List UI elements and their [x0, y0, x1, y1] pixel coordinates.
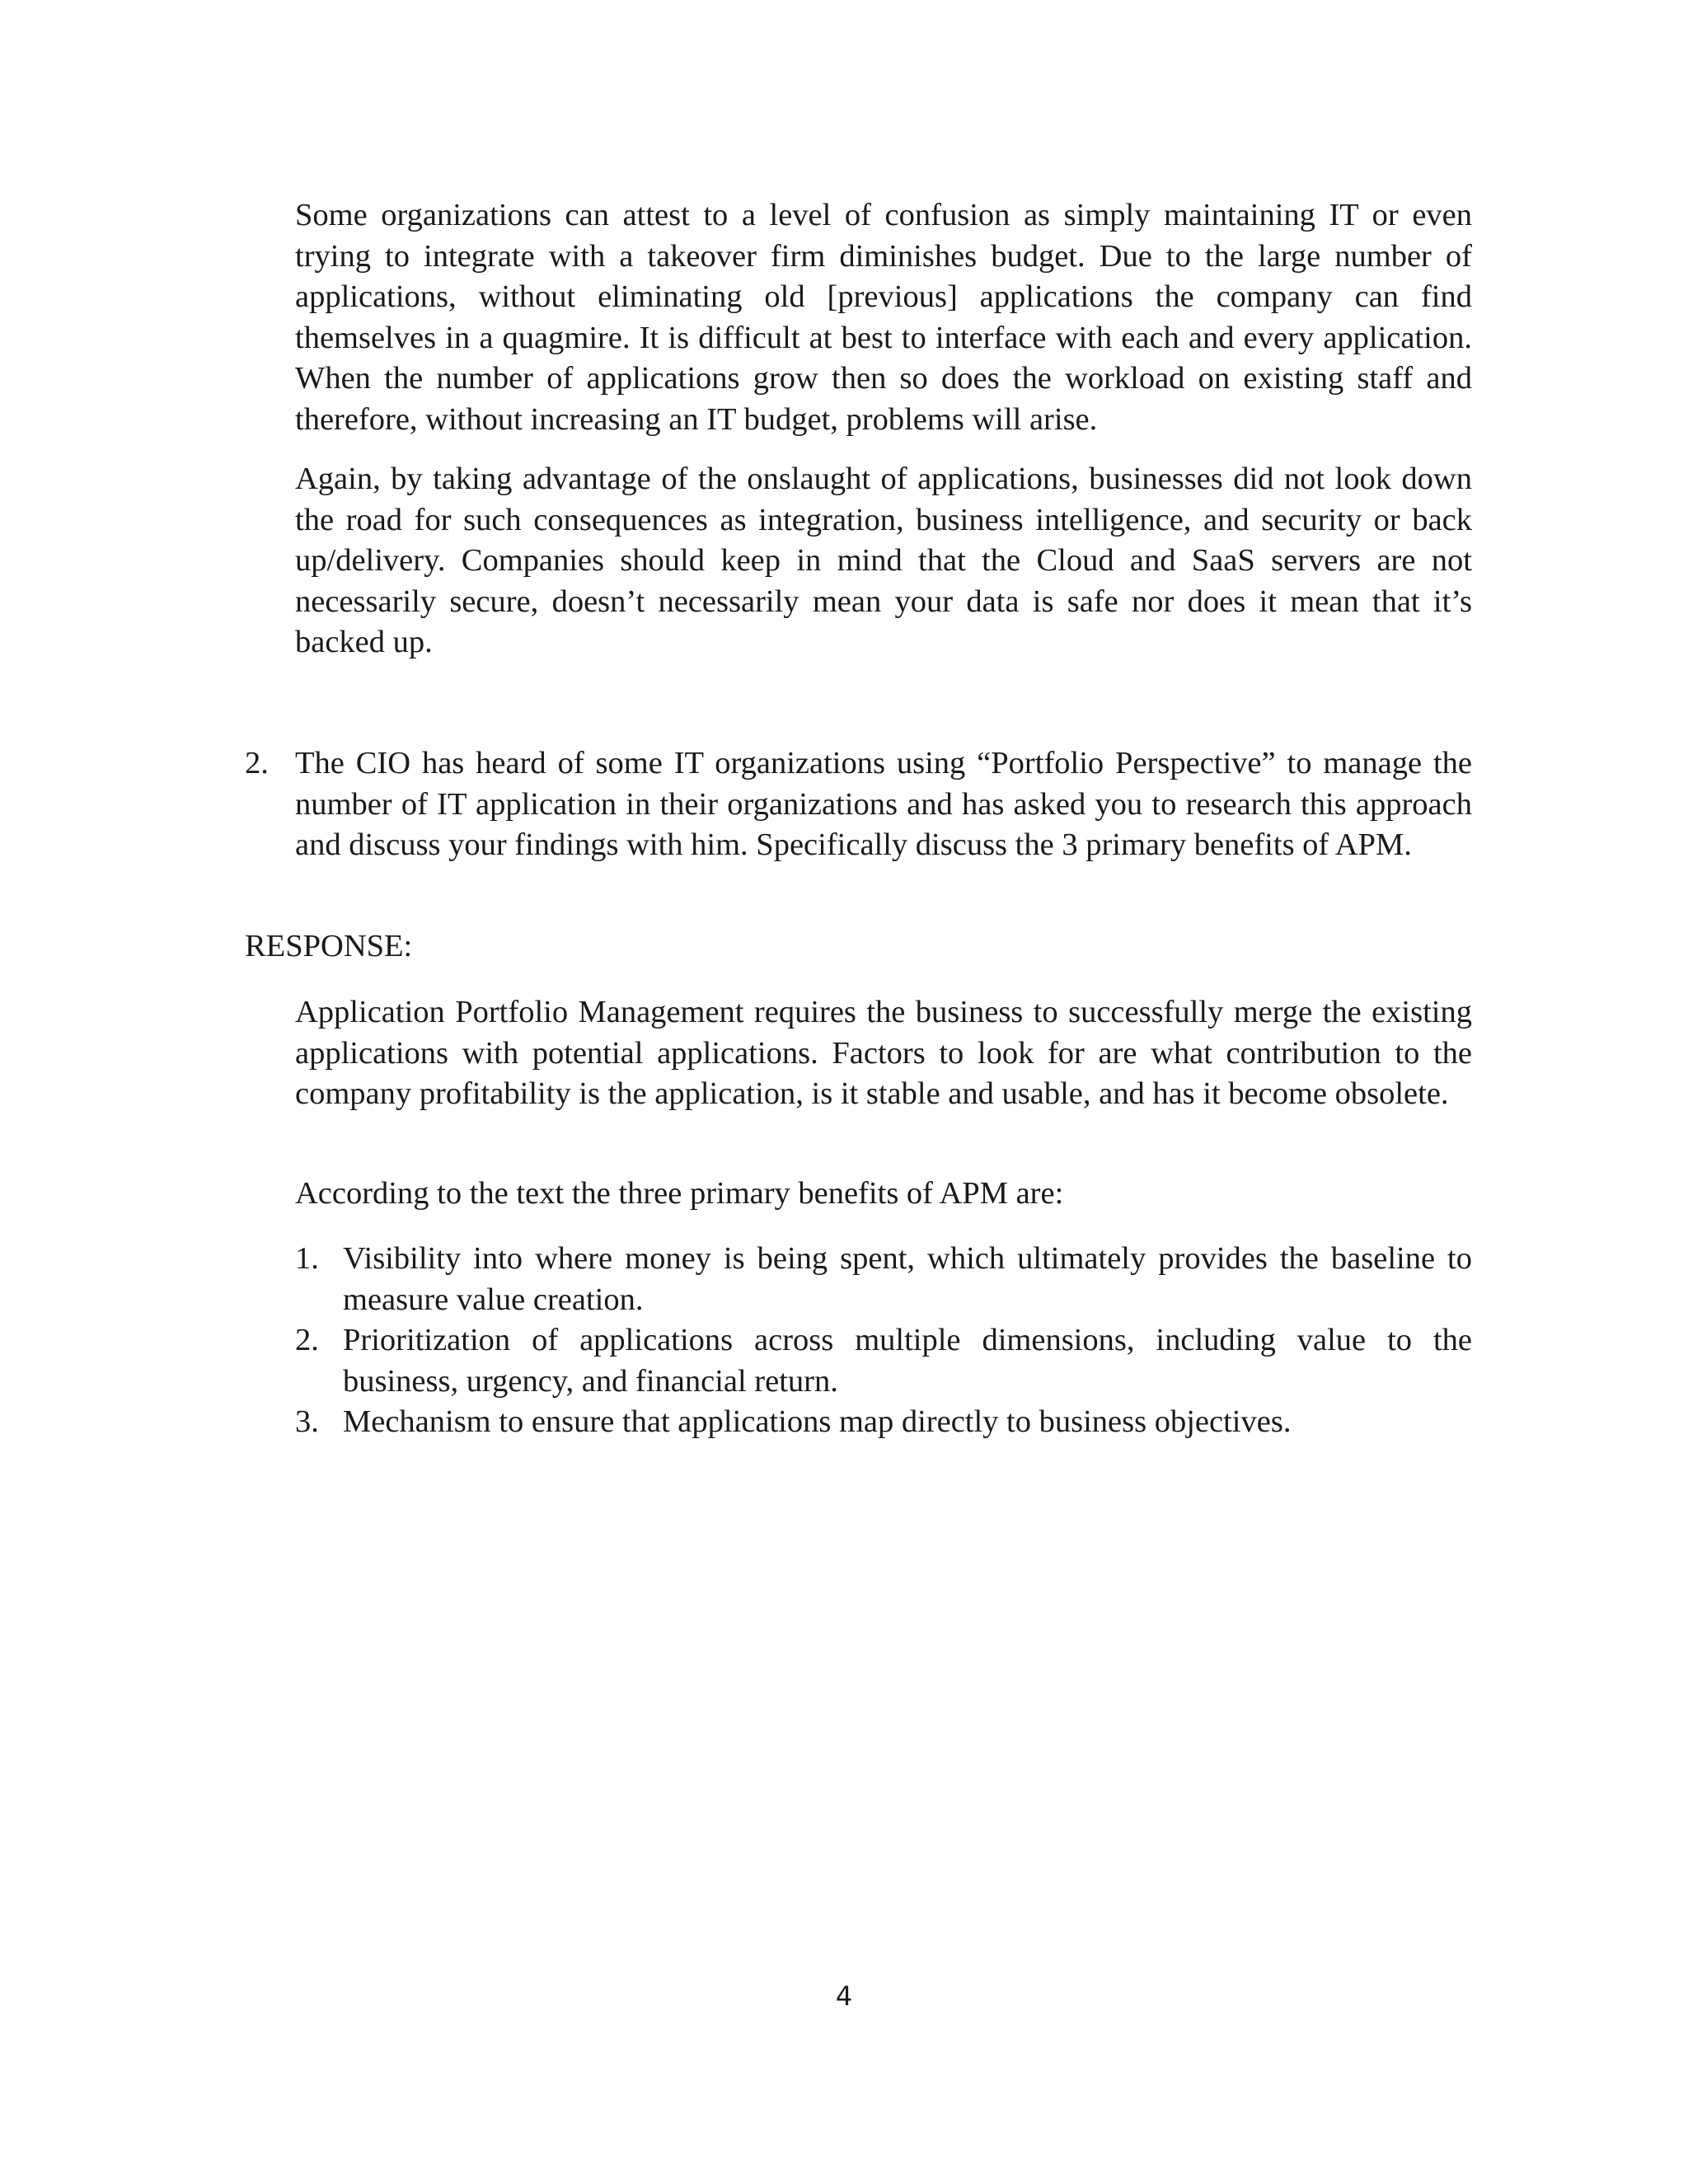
paragraph-benefits-intro: According to the text the three primary benefits of APM are:: [295, 1176, 1064, 1211]
list-item-number: 2.: [295, 1323, 319, 1357]
question-text: The CIO has heard of some IT organizations using “Portfolio Perspective” to manage the number of IT application in their organizations and has asked you to research this approach and discuss your findings with him. Specifically discuss the 3 primary benefits of APM.: [295, 746, 1472, 862]
list-item-text: Prioritization of applications across multiple dimensions, including value to the business, urgency, and financial return.: [343, 1323, 1472, 1399]
response-label: RESPONSE:: [245, 929, 413, 963]
page-number: 4: [835, 1980, 853, 2012]
paragraph-onslaught-of-applications: Again, by taking advantage of the onslaught of applications, businesses did not look down the road for such consequences as integration, business intelligence, and security or back up/delivery. Companies should keep in mind that the Cloud and SaaS servers are not necessarily secure, doesn’t necessarily mean your data is safe nor does it mean that it’s backed up.: [295, 462, 1472, 659]
paragraph-budget-confusion: Some organizations can attest to a level of confusion as simply maintaining IT or even trying to integrate with a takeover firm diminishes budget. Due to the large number of applications, without eliminating old [previous] applications the company can find themselves in a quagmire. It is difficult at best to interface with each and every application. When the number of applications grow then so does the workload on existing staff and therefore, without increasing an IT budget, problems will arise.: [295, 198, 1472, 437]
question-number: 2.: [245, 746, 269, 780]
list-item-text: Visibility into where money is being spent, which ultimately provides the baseline to measure value creation.: [343, 1241, 1472, 1317]
list-item-number: 3.: [295, 1404, 319, 1439]
list-item-number: 1.: [295, 1241, 319, 1276]
list-item-text: Mechanism to ensure that applications map directly to business objectives.: [343, 1404, 1292, 1439]
paragraph-apm-definition: Application Portfolio Management requires the business to successfully merge the existing applications with potential applications. Factors to look for are what contribution to the company profitability is the application, is it stable and usable, and has it become obsolete.: [295, 995, 1472, 1111]
